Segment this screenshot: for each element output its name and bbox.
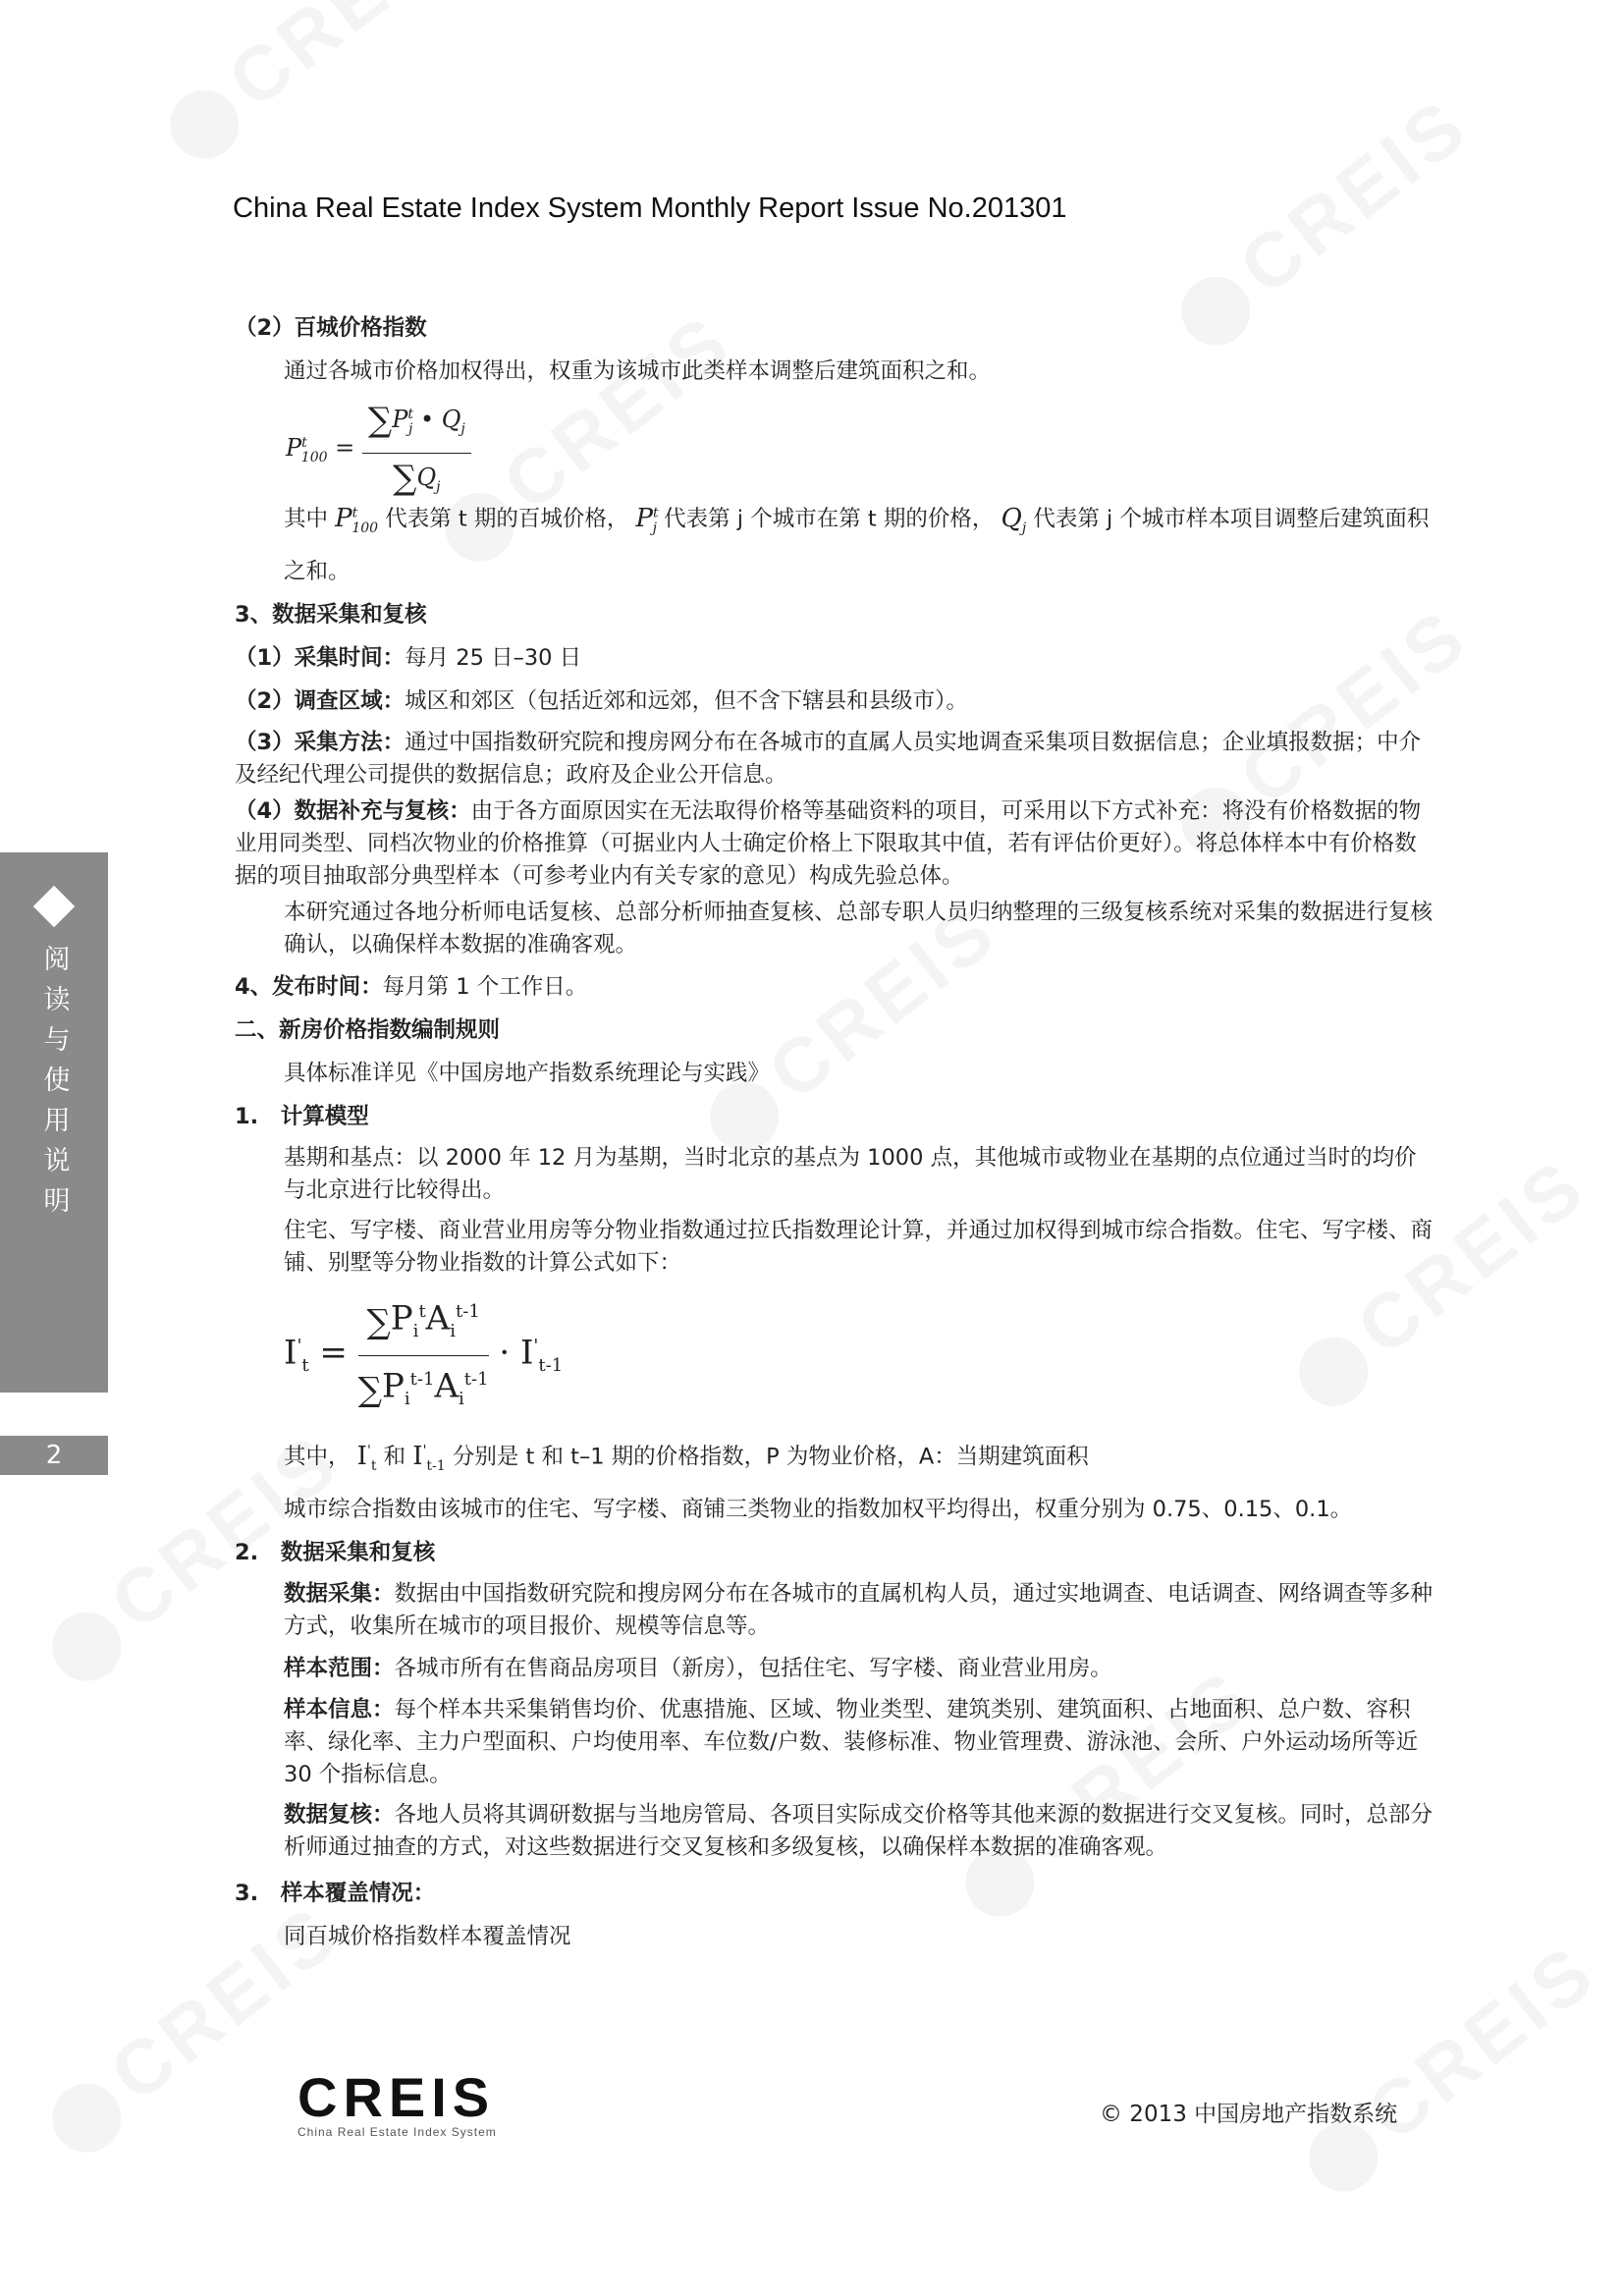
logo-subtitle: China Real Estate Index System (298, 2125, 497, 2139)
page-number: 2 (0, 1436, 108, 1475)
list-item: （1）采集时间：每月 25 日–30 日 (235, 644, 582, 671)
symbol-it-1: $I'_{t-1}$ (412, 1441, 446, 1474)
report-header: China Real Estate Index System Monthly Report Issue No.201301 (233, 192, 1067, 224)
paragraph: 通过各城市价格加权得出，权重为该城市此类样本调整后建筑面积之和。 (284, 358, 992, 384)
symbol-qj: $Q_j$ (1001, 503, 1027, 536)
section-heading: 3、数据采集和复核 (235, 601, 427, 628)
symbol-it: $I'_t$ (356, 1441, 377, 1474)
subsection-heading: 1. 计算模型 (235, 1103, 369, 1129)
section-heading: 二、新房价格指数编制规则 (235, 1016, 501, 1043)
paragraph: 城市综合指数由该城市的住宅、写字楼、商铺三类物业的指数加权平均得出，权重分别为 0.75、0.15、0.1。 (284, 1496, 1353, 1522)
section-sidebar (0, 852, 108, 1393)
subsection-heading: 2. 数据采集和复核 (235, 1539, 436, 1565)
watermark (1285, 1926, 1613, 2210)
list-item: （3）采集方法：通过中国指数研究院和搜房网分布在各城市的直属人员实地调查采集项目数据信息；企业填报数据；中介及经纪代理公司提供的数据信息；政府及企业公开信息。 (235, 729, 1422, 788)
symbol-pj: $P^t_j$ (635, 503, 659, 536)
creis-logo (298, 2066, 497, 2139)
list-item: （2）调查区域：城区和郊区（包括近郊和远郊，但不含下辖县和县级市）。 (235, 687, 968, 714)
copyright: © 2013 中国房地产指数系统 (1100, 2102, 1398, 2127)
watermark (146, 0, 474, 177)
paragraph: 其中， $I'_t$ 和 $I'_{t-1}$ 分别是 t 和 t–1 期的价格指数，P 为物业价格，A：当期建筑面积 (284, 1441, 1089, 1474)
text: 代表第 t 期的百城价格， (385, 506, 629, 532)
text: 其中 (284, 506, 329, 532)
paragraph: 样本范围：各城市所有在售商品房项目（新房），包括住宅、写字楼、商业营业用房。 (284, 1655, 1112, 1681)
symbol-p100: $P^t_{100}$ (335, 503, 379, 536)
paragraph: 本研究通过各地分析师电话复核、总部分析师抽查复核、总部专职人员归纳整理的三级复核系统对采集的数据进行复核确认，以确保样本数据的准确客观。 (284, 899, 1434, 957)
paragraph: 具体标准详见《中国房地产指数系统理论与实践》 (284, 1060, 771, 1086)
paragraph: 数据采集：数据由中国指数研究院和搜房网分布在各城市的直属机构人员，通过实地调查、电话调查、网络调查等多种方式，收集所在城市的项目报价、规模等信息等。 (284, 1580, 1434, 1639)
paragraph: 样本信息：每个样本共采集销售均价、优惠措施、区域、物业类型、建筑类别、建筑面积、占地面积、总户数、容积率、绿化率、主力户型面积、户均使用率、车位数/户数、装修标准、物业管理费、游泳池、会所、户外运动场所等近 30 个指标信息。 (284, 1696, 1419, 1787)
list-item: （4）数据补充与复核：由于各方面原因实在无法取得价格等基础资料的项目，可采用以下方式补充：将没有价格数据的物业用同类型、同档次物业的价格推算（可据业内人士确定价格上下限取其中值，若有评估价更好）。将总体样本中有价格数据的项目抽取部分典型样本（可参考业内有关专家的意见）构成先验总体。 (235, 797, 1422, 889)
text: 代表第 j 个城市在第 t 期的价格， (664, 506, 995, 532)
paragraph: 同百城价格指数样本覆盖情况 (284, 1923, 571, 1949)
sidebar-label: 阅读与使用说明 (38, 945, 70, 1227)
paragraph: 数据复核：各地人员将其调研数据与当地房管局、各项目实际成交价格等其他来源的数据进行交叉复核。同时，总部分析师通过抽查的方式，对这些数据进行交叉复核和多级复核，以确保样本数据的准确客观。 (284, 1801, 1434, 1860)
logo-text: CREIS (298, 2066, 496, 2128)
subsection-heading: 3. 样本覆盖情况： (235, 1880, 436, 1906)
section-heading: （2）百城价格指数 (235, 315, 427, 341)
formula-laspeyres: $I'_t$ = $\frac{\sum P_i^tA_i^{t-1}}{\sum P_i^{t-1}A_i^{t-1}}$ · $I'_{t-1}$ (284, 1284, 1434, 1429)
diamond-icon (33, 886, 75, 927)
list-item: 4、发布时间：每月第 1 个工作日。 (235, 973, 588, 1000)
formula-hundred-city: $P^t_{100}$ = $\frac{\sum P^t_j • Q_j}{\sum Q_j}$ (286, 393, 1434, 491)
paragraph: 基期和基点：以 2000 年 12 月为基期，当时北京的基点为 1000 点，其他城市或物业在基期的点位通过当时的均价与北京进行比较得出。 (284, 1144, 1417, 1203)
document-body (235, 306, 1434, 1958)
text: 代表第 j 个城市样本项目调整后建筑面积之和。 (284, 506, 1430, 584)
paragraph: 住宅、写字楼、商业营业用房等分物业指数通过拉氏指数理论计算，并通过加权得到城市综合指数。住宅、写字楼、商铺、别墅等分物业指数的计算公式如下： (284, 1217, 1434, 1276)
